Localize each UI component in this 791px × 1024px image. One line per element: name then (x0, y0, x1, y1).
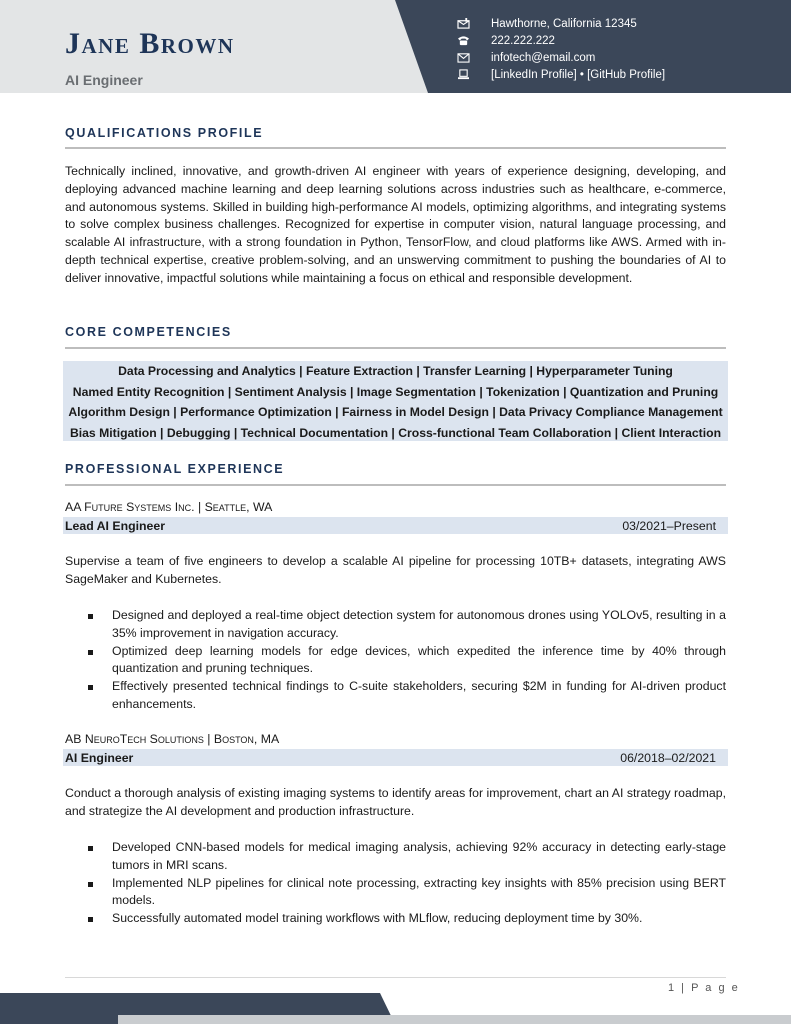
job-role-bar (63, 749, 728, 766)
job-achievements (88, 839, 726, 928)
job-company: AA Future Systems Inc. (65, 500, 195, 514)
competency-line: Data Processing and Analytics | Feature Extraction | Transfer Learning | Hyperparameter Tuning (118, 364, 673, 378)
contact-block (456, 15, 665, 83)
qualifications-divider (65, 147, 726, 149)
contact-address (456, 15, 665, 32)
contact-email-text[interactable]: infotech@email.com (491, 51, 596, 64)
job-role: AI Engineer (65, 750, 134, 765)
job-role-bar (63, 517, 728, 534)
candidate-name: Jane Brown (65, 27, 235, 60)
qualifications-heading: QUALIFICATIONS PROFILE (65, 126, 264, 140)
experience-heading: PROFESSIONAL EXPERIENCE (65, 462, 285, 476)
job-company-line: AA Future Systems Inc. | Seattle, WA (65, 500, 273, 514)
job-location: Boston, MA (213, 732, 280, 746)
job-achievements (88, 607, 726, 714)
competency-line: Algorithm Design | Performance Optimization | Fairness in Model Design | Data Privacy Compliance Management (68, 405, 723, 419)
job-summary: Supervise a team of five engineers to develop a scalable AI pipeline for processing 10TB+ datasets, integrating AWS SageMaker and Kubernetes. (65, 554, 726, 586)
contact-phone (456, 32, 665, 49)
laptop-icon (456, 69, 470, 81)
job-dates: 06/2018–02/2021 (620, 750, 716, 765)
contact-phone-text: 222.222.222 (491, 34, 555, 47)
contact-email[interactable] (456, 49, 665, 66)
email-icon (456, 52, 470, 64)
competency-line: Named Entity Recognition | Sentiment Analysis | Image Segmentation | Tokenization | Quantization and Pruning (72, 384, 719, 399)
experience-divider (65, 484, 726, 486)
job-role: Lead AI Engineer (65, 518, 165, 533)
job-company: AB NeuroTech Solutions (65, 732, 204, 746)
job-summary: Conduct a thorough analysis of existing imaging systems to identify areas for improvement, chart an AI strategy roadmap, and strategize the AI development and production infrastructure. (65, 786, 726, 818)
footer-divider (65, 977, 726, 978)
phone-icon (456, 35, 470, 47)
page-number: 1 | P a g e (668, 982, 740, 994)
list-item: Successfully automated model training workflows with MLflow, reducing deployment time by 30%. (88, 910, 726, 928)
list-item: Designed and deployed a real-time object detection system for autonomous drones using YOLOv5, resulting in a 35% improvement in navigation accuracy. (88, 607, 726, 643)
job-company-line: AB NeuroTech Solutions | Boston, MA (65, 732, 280, 746)
candidate-title: AI Engineer (65, 72, 143, 88)
qualifications-text: Technically inclined, innovative, and growth-driven AI engineer with years of experience designing, developing, and deploying advanced machine learning and deep learning solutions across industries such as healthcare, e-commerce, and autonomous systems. Skilled in building high-performance AI models, optimizing algorithms, and integrating systems to solve complex business challenges. Recognized for expertise in computer vision, natural language processing, and scalable AI infrastructure, with a strong foundation in Python, TensorFlow, and cloud platforms like AWS. Armed with in-depth technical expertise, creative problem-solving, and an unswerving commitment to pushing the boundaries of AI to deliver innovative, impactful solutions while maintaining a focus on ethical and responsible development. (65, 164, 726, 285)
competencies-heading: CORE COMPETENCIES (65, 325, 232, 339)
contact-profiles[interactable] (456, 66, 665, 83)
contact-address-text: Hawthorne, California 12345 (491, 17, 637, 30)
competencies-box (63, 361, 728, 441)
list-item: Effectively presented technical findings to C-suite stakeholders, securing $2M in funding for AI-driven product enhancements. (88, 678, 726, 714)
footer-accent-strip (118, 1015, 791, 1024)
competency-line: Bias Mitigation | Debugging | Technical Documentation | Cross-functional Team Collaboration | Client Interaction (69, 425, 722, 440)
list-item: Developed CNN-based models for medical imaging analysis, achieving 92% accuracy in detecting early-stage tumors in MRI scans. (88, 839, 726, 875)
mailbox-icon (456, 18, 470, 30)
job-location: Seattle, WA (204, 500, 273, 514)
job-dates: 03/2021–Present (622, 518, 716, 533)
contact-profiles-text[interactable]: [LinkedIn Profile] • [GitHub Profile] (491, 68, 666, 81)
competencies-divider (65, 347, 726, 349)
list-item: Optimized deep learning models for edge devices, which expedited the inference time by 40% through quantization and pruning techniques. (88, 643, 726, 679)
list-item: Implemented NLP pipelines for clinical note processing, extracting key insights with 85% precision using BERT models. (88, 875, 726, 911)
